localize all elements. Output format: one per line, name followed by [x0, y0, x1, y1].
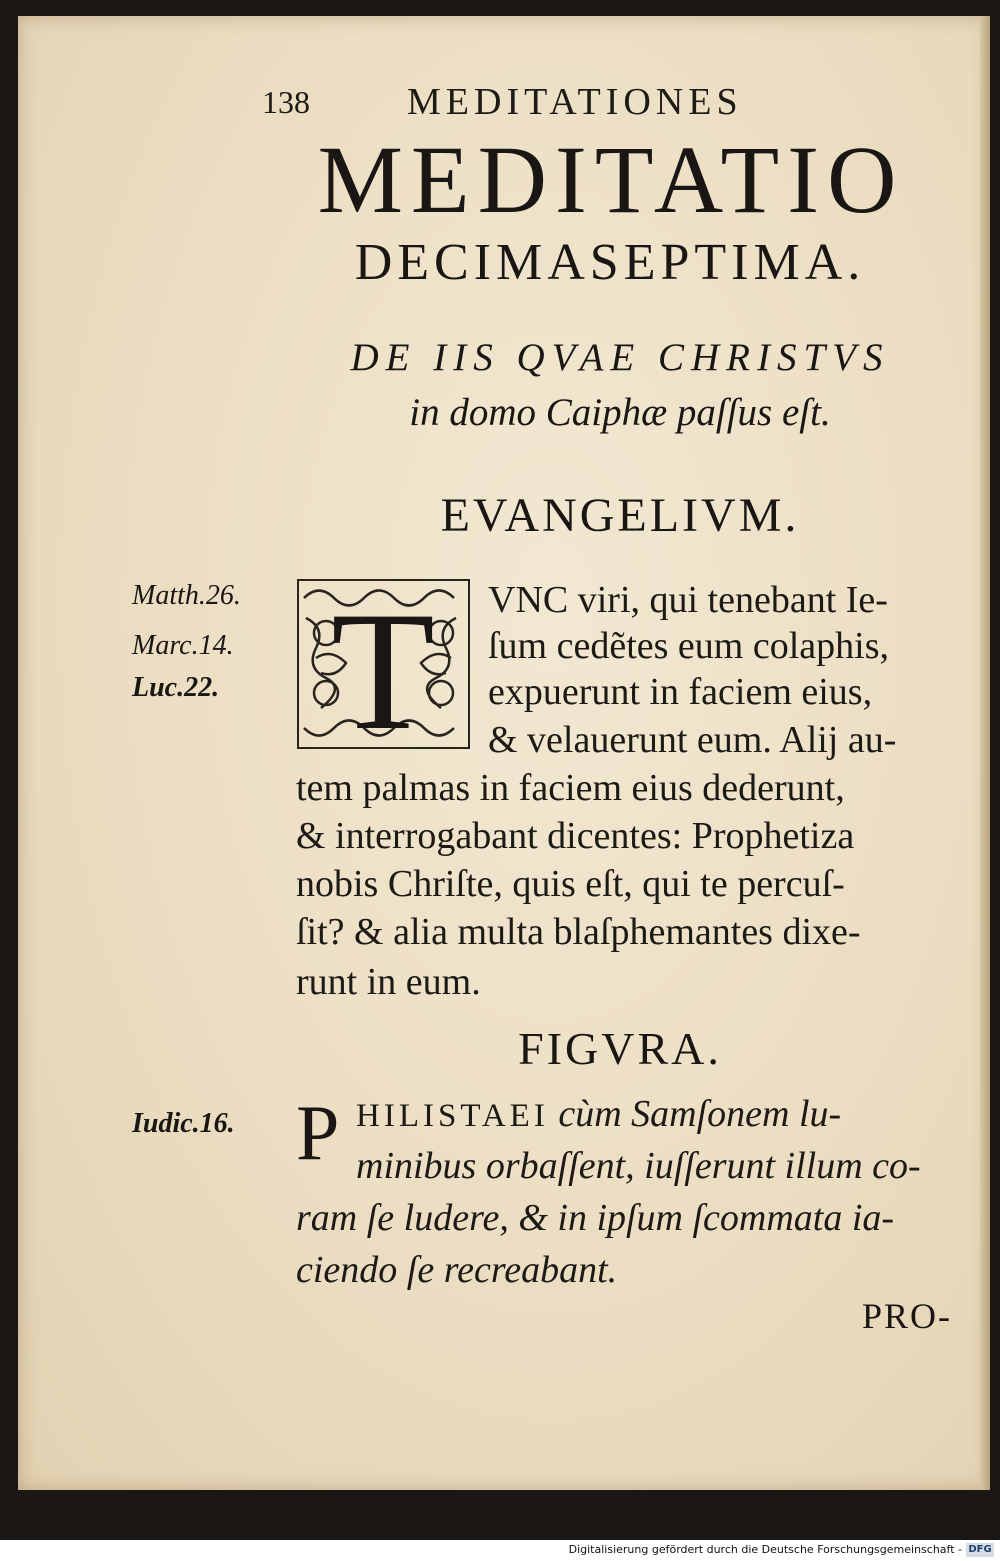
funding-note: Digitalisierung gefördert durch die Deutsche Forschungsgemeinschaft -: [568, 1543, 962, 1556]
gospel-line-8: ſit? & alia multa blaſphemantes dixe-: [296, 911, 861, 953]
gospel-line-3: expuerunt in faciem eius,: [488, 671, 873, 713]
dropcap-letter: T: [331, 578, 435, 750]
figura-heading: FIGVRA.: [518, 1023, 722, 1074]
figura-line-1: [356, 1092, 841, 1136]
gospel-line-7: nobis Chriſte, quis eſt, qui te percuſ-: [296, 863, 845, 905]
gospel-line-2: ſum cedẽtes eum colaphis,: [488, 625, 889, 667]
figura-line-4: ciendo ſe recreabant.: [296, 1249, 618, 1291]
footer-bar: [0, 1540, 1000, 1561]
meditation-title: MEDITATIO: [317, 126, 905, 233]
catchword: PRO-: [862, 1296, 953, 1336]
margin-ref-matthew: Matth.26.: [132, 580, 241, 611]
gospel-line-4: & velauerunt eum. Alij au-: [488, 719, 897, 761]
dfg-logo: DFG: [966, 1543, 994, 1557]
page-edge: [980, 16, 990, 1490]
margin-ref-judges: Iudic.16.: [132, 1108, 235, 1139]
figura-line-2: minibus orbaſſent, iuſſerunt illum co-: [356, 1145, 921, 1187]
figura-initial: P: [296, 1089, 340, 1176]
margin-ref-mark: Marc.14.: [132, 630, 234, 661]
running-head: [262, 80, 822, 130]
meditation-subtitle: DECIMASEPTIMA.: [354, 234, 866, 291]
figura-line-1-rest: cùm Samſonem lu-: [548, 1093, 842, 1135]
margin-ref-luke: Luc.22.: [132, 672, 220, 703]
subject-line-1: DE IIS QVAE CHRISTVS: [350, 336, 890, 379]
page-number: 138: [262, 84, 310, 120]
subject-line-2: in domo Caiphæ paſſus eſt.: [409, 391, 831, 434]
gospel-line-9: runt in eum.: [296, 961, 481, 1003]
gospel-line-1: VNC viri, qui tenebant Ie-: [488, 579, 888, 621]
gospel-line-6: & interrogabant dicentes: Prophetiza: [296, 815, 855, 857]
evangelium-heading: EVANGELIVM.: [440, 489, 800, 542]
decorated-initial-t: [296, 578, 471, 750]
figura-line-3: ram ſe ludere, & in ipſum ſcommata ia-: [296, 1197, 895, 1239]
gospel-line-5: tem palmas in faciem eius dederunt,: [296, 767, 845, 809]
running-title: MEDITATIONES: [407, 81, 743, 123]
figura-caps-word: HILISTAEI: [356, 1098, 549, 1134]
